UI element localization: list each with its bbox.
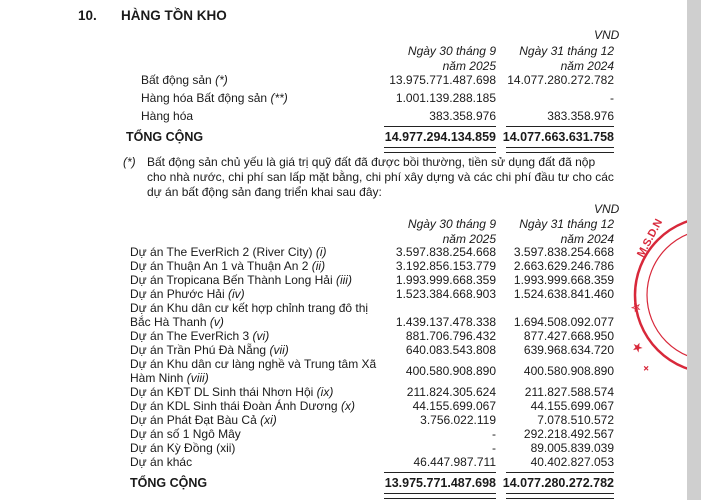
- subtotal-rule: [506, 126, 614, 127]
- subtotal-rule: [506, 472, 614, 473]
- subtotal-rule: [384, 472, 496, 473]
- column-header-2025: Ngày 30 tháng 9 năm 2025: [407, 217, 496, 246]
- footnote-marker: (*): [123, 155, 136, 169]
- section-number: 10.: [78, 8, 97, 23]
- column-header-2025: Ngày 30 tháng 9 năm 2025: [407, 44, 496, 73]
- total-double-rule: [384, 493, 496, 499]
- footnote-text: Bất động sản chủ yếu là giá trị quỹ đất đã được bồi thường, tiền sử dụng đất đã nộp cho nhà nước, chi phí san lấp mặt bằng, chi phí xây dựng và các chi phí đầu tư cho các dự án bất động sản đang triển khai sau đây:: [147, 155, 614, 199]
- total-double-rule: [384, 147, 496, 153]
- svg-text:★: ★: [630, 339, 646, 355]
- table-row: Hàng hóa Bất động sản (**) 1.001.139.288.185 -: [141, 91, 614, 105]
- table-row: Dự án Phước Hải (iv) 1.523.384.668.903 1.524.638.841.460: [130, 287, 614, 301]
- column-header-2024: Ngày 31 tháng 12 năm 2024: [519, 217, 614, 246]
- seal-lettering: M.S.D.N: [635, 217, 666, 260]
- total-row: TỔNG CỘNG 13.975.771.487.698 14.077.280.272.782: [130, 476, 614, 490]
- total-double-rule: [506, 147, 614, 153]
- table-row: Dự án KDL Sinh thái Đoàn Ánh Dương (x) 44.155.699.067 44.155.699.067: [130, 399, 614, 413]
- table-row: Dự án Trần Phú Đà Nẵng (vii) 640.083.543.808 639.968.634.720: [130, 343, 614, 357]
- svg-text:+: +: [640, 361, 654, 375]
- section-title: HÀNG TỒN KHO: [121, 8, 227, 23]
- table-row: Hàng hóa 383.358.976 383.358.976: [141, 109, 614, 123]
- table-row: Dự án Tropicana Bến Thành Long Hải (iii) 1.993.999.668.359 1.993.999.668.359: [130, 273, 614, 287]
- total-double-rule: [506, 493, 614, 499]
- table-row: Dự án khác 46.447.987.711 40.402.827.053: [130, 455, 614, 469]
- table-row: Dự án The EverRich 2 (River City) (i) 3.597.838.254.668 3.597.838.254.668: [130, 245, 614, 259]
- table-row: Dự án Khu dân cư kết hợp chỉnh trang đô thị Bắc Hà Thanh (v) 1.439.137.478.338 1.694.508.092.077: [130, 301, 614, 329]
- column-header-2024: Ngày 31 tháng 12 năm 2024: [519, 44, 614, 73]
- subtotal-rule: [384, 126, 496, 127]
- table-row: Dự án Thuận An 1 và Thuận An 2 (ii) 3.192.856.153.779 2.663.629.246.786: [130, 259, 614, 273]
- table-row: Dự án Phát Đạt Bàu Cả (xi) 3.756.022.119 7.078.510.572: [130, 413, 614, 427]
- table-row: Dự án Kỳ Đồng (xii) - 89.005.839.039: [130, 441, 614, 455]
- svg-text:☆: ☆: [630, 301, 643, 313]
- scroll-edge: [687, 0, 701, 500]
- table-row: Dự án Khu dân cư làng nghề và Trung tâm Xã Hàm Ninh (viii) 400.580.908.890 400.580.908.890: [130, 357, 614, 385]
- currency-label: VND: [594, 28, 620, 42]
- currency-label: VND: [594, 202, 620, 216]
- table-row: Bất động sản (*) 13.975.771.487.698 14.077.280.272.782: [141, 73, 614, 87]
- table-row: Dự án số 1 Ngô Mây - 292.218.492.567: [130, 427, 614, 441]
- total-row: TỔNG CỘNG 14.977.294.134.859 14.077.663.631.758: [126, 130, 614, 144]
- table-row: Dự án The EverRich 3 (vi) 881.706.796.432 877.427.668.950: [130, 329, 614, 343]
- table-row: Dự án KĐT DL Sinh thái Nhơn Hội (ix) 211.824.305.624 211.827.588.574: [130, 385, 614, 399]
